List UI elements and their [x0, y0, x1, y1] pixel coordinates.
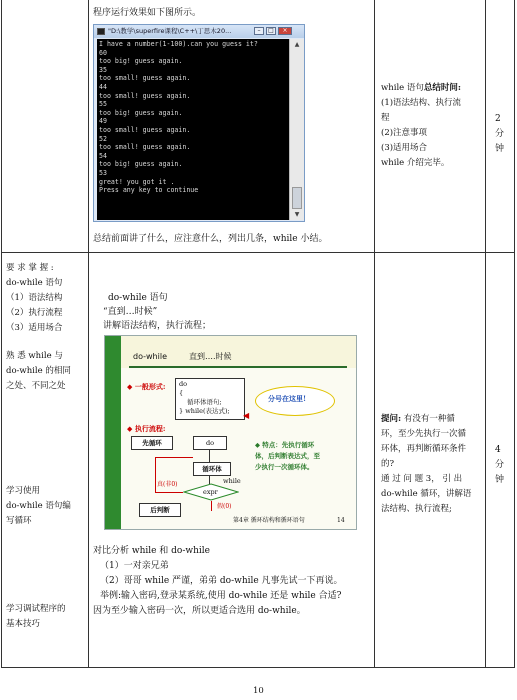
- bottom-notes-line: 的?: [381, 459, 395, 469]
- intro-text: 程序运行效果如下图所示。: [93, 8, 202, 18]
- objective-line: 基本技巧: [6, 619, 41, 629]
- main-line: 举例:输入密码,登录某系统,使用 do-while 还是 while 合适?: [100, 591, 342, 601]
- row-divider: [1, 252, 515, 253]
- flow-false-label: 假(0): [217, 503, 232, 510]
- objective-line: do-while 语句: [6, 278, 63, 288]
- table-border-bottom: [1, 667, 515, 668]
- objective-line: 熟 悉 while 与: [6, 351, 63, 361]
- main-line: 对比分析 while 和 do-while: [93, 546, 210, 556]
- flow-true-line: [155, 457, 193, 458]
- objective-line: 写循环: [6, 516, 32, 526]
- bottom-time-unit-1: 分: [495, 460, 505, 470]
- console-window: [93, 24, 305, 222]
- slide-note-line: 体，后判断表达式，至: [255, 452, 320, 460]
- top-notes-line: while 介绍完毕。: [381, 158, 450, 168]
- slide-page-number: 14: [337, 517, 345, 524]
- flow-while-label: while: [223, 477, 241, 485]
- scroll-up-icon[interactable]: ▲: [294, 41, 300, 48]
- console-line: I have a number(1-100).can you guess it?: [99, 40, 258, 48]
- question-text: 有没有一种循: [401, 414, 455, 424]
- close-icon[interactable]: ×: [278, 27, 292, 35]
- top-notes-heading-prefix: while 语句: [381, 83, 424, 93]
- console-scrollbar[interactable]: [289, 39, 304, 220]
- console-line: too big! guess again.: [99, 108, 183, 117]
- console-line: too small! guess again.: [99, 125, 191, 134]
- summary-text: 总结前面讲了什么，应注意什么，列出几条，while 小结。: [93, 234, 328, 244]
- top-notes-line: (1)语法结构、执行流: [381, 98, 462, 108]
- top-time-unit-1: 分: [495, 129, 505, 139]
- console-line: great! you got it .: [99, 177, 175, 186]
- arrow-icon: ◀: [243, 411, 250, 420]
- console-line: 55: [99, 100, 107, 109]
- bottom-notes-line: do-while 循环，讲解语: [381, 489, 472, 499]
- slide-code-line: 循环体语句;: [187, 398, 222, 406]
- console-title: "D:\教学\superfire课程\C++\丁思木20...: [108, 27, 232, 35]
- objective-line: do-while 的相同: [6, 366, 71, 376]
- flow-first-loop: 先循环: [131, 436, 173, 450]
- flow-then-judge: 后判断: [139, 503, 181, 517]
- slide-code-box: [175, 378, 245, 420]
- console-line: too small! guess again.: [99, 74, 191, 83]
- objective-line: do-while 语句编: [6, 501, 71, 511]
- bottom-notes-line: 通 过 问 题 3， 引 出: [381, 474, 463, 484]
- slide-flow-label: ◆ 执行流程:: [127, 424, 166, 433]
- flow-body-box: 循环体: [193, 462, 231, 476]
- bottom-notes-line: 环体，再判断循环条件: [381, 444, 467, 454]
- do-while-slide: [104, 335, 357, 530]
- slide-code-line: {: [179, 389, 184, 397]
- console-line: too small! guess again.: [99, 91, 191, 100]
- top-notes-line: (2)注意事项: [381, 128, 428, 138]
- console-line: too big! guess again.: [99, 160, 183, 169]
- bottom-notes-line: 法结构、执行流程;: [381, 504, 452, 514]
- top-notes-line: (3)适用场合: [381, 143, 428, 153]
- flow-true-line: [155, 457, 156, 493]
- slide-footer: 第4章 循环结构和循环语句: [233, 517, 305, 524]
- flow-connector: [209, 450, 210, 462]
- flow-true-label: 真(非0): [157, 481, 178, 488]
- console-line: 44: [99, 82, 107, 91]
- top-notes-line: 程: [381, 113, 390, 123]
- objective-line: （2）执行流程: [6, 308, 63, 318]
- slide-title-underline: [129, 366, 347, 368]
- slide-syntax-label: ◆ 一般形式:: [127, 382, 166, 391]
- main-line: “直到…时候”: [103, 307, 158, 317]
- objective-line: （1）语法结构: [6, 293, 63, 303]
- top-time-unit-2: 钟: [495, 144, 505, 154]
- top-time-value: 2: [495, 114, 501, 124]
- flow-expr: expr: [203, 488, 218, 496]
- main-line: 因为至少输入密码一次，所以更适合选用 do-while。: [93, 606, 306, 616]
- page-number: 10: [253, 686, 264, 696]
- bottom-notes-line: [381, 413, 455, 426]
- slide-title-keyword: do-while: [133, 352, 167, 361]
- flow-do-box: do: [193, 436, 227, 450]
- column-divider-3: [485, 0, 486, 668]
- objective-line: 要 求 掌 握 :: [6, 263, 54, 273]
- objective-line: 学习使用: [6, 486, 41, 496]
- flow-false-line: [211, 501, 212, 511]
- objective-line: 之处、不同之处: [6, 381, 66, 391]
- console-line: 60: [99, 48, 107, 57]
- scroll-thumb[interactable]: [292, 187, 302, 209]
- question-label: 提问:: [381, 414, 402, 424]
- objective-line: （3）适用场合: [6, 323, 63, 333]
- bottom-time-value: 4: [495, 445, 501, 455]
- bottom-notes-line: 环，至少先执行一次循: [381, 429, 467, 439]
- slide-accent-bar: [105, 336, 121, 529]
- bottom-time-unit-2: 钟: [495, 475, 505, 485]
- column-divider-2: [374, 0, 375, 668]
- console-line: 49: [99, 117, 107, 126]
- top-notes-heading: [381, 82, 461, 95]
- scroll-down-icon[interactable]: ▼: [294, 211, 300, 218]
- top-notes-heading-bold: 总结时间:: [423, 83, 462, 93]
- table-border-right: [514, 0, 515, 668]
- console-output: [97, 39, 289, 220]
- main-line: （1）一对亲兄弟: [100, 561, 169, 571]
- column-divider-1: [88, 0, 89, 668]
- objective-line: 学习调试程序的: [6, 604, 66, 614]
- callout-text: 分号在这里!: [268, 394, 307, 403]
- minimize-icon[interactable]: –: [254, 27, 264, 35]
- main-line: 讲解语法结构，执行流程；: [103, 321, 212, 331]
- main-line: （2）哥哥 while 严谨，弟弟 do-while 凡事先试一下再说。: [100, 576, 343, 586]
- console-line: 35: [99, 65, 107, 74]
- console-line: Press any key to continue: [99, 186, 199, 195]
- slide-code-line: do: [179, 380, 188, 388]
- console-line: too big! guess again.: [99, 57, 183, 66]
- console-line: 54: [99, 151, 107, 160]
- main-line: do-while 语句: [108, 293, 168, 303]
- maximize-icon[interactable]: □: [266, 27, 276, 35]
- console-app-icon: [97, 28, 105, 35]
- slide-note-line: 少执行一次循环体。: [255, 463, 314, 471]
- slide-title-text: 直到….时候: [189, 352, 232, 361]
- console-titlebar: [94, 25, 304, 38]
- console-line: 53: [99, 168, 107, 177]
- console-line: too small! guess again.: [99, 143, 191, 152]
- console-line: 52: [99, 134, 107, 143]
- flow-true-line: [155, 492, 183, 493]
- table-border-left: [1, 0, 2, 668]
- slide-note-line: ◆ 特点：先执行循环: [255, 441, 315, 449]
- slide-code-line: } while(表达式);: [179, 407, 230, 415]
